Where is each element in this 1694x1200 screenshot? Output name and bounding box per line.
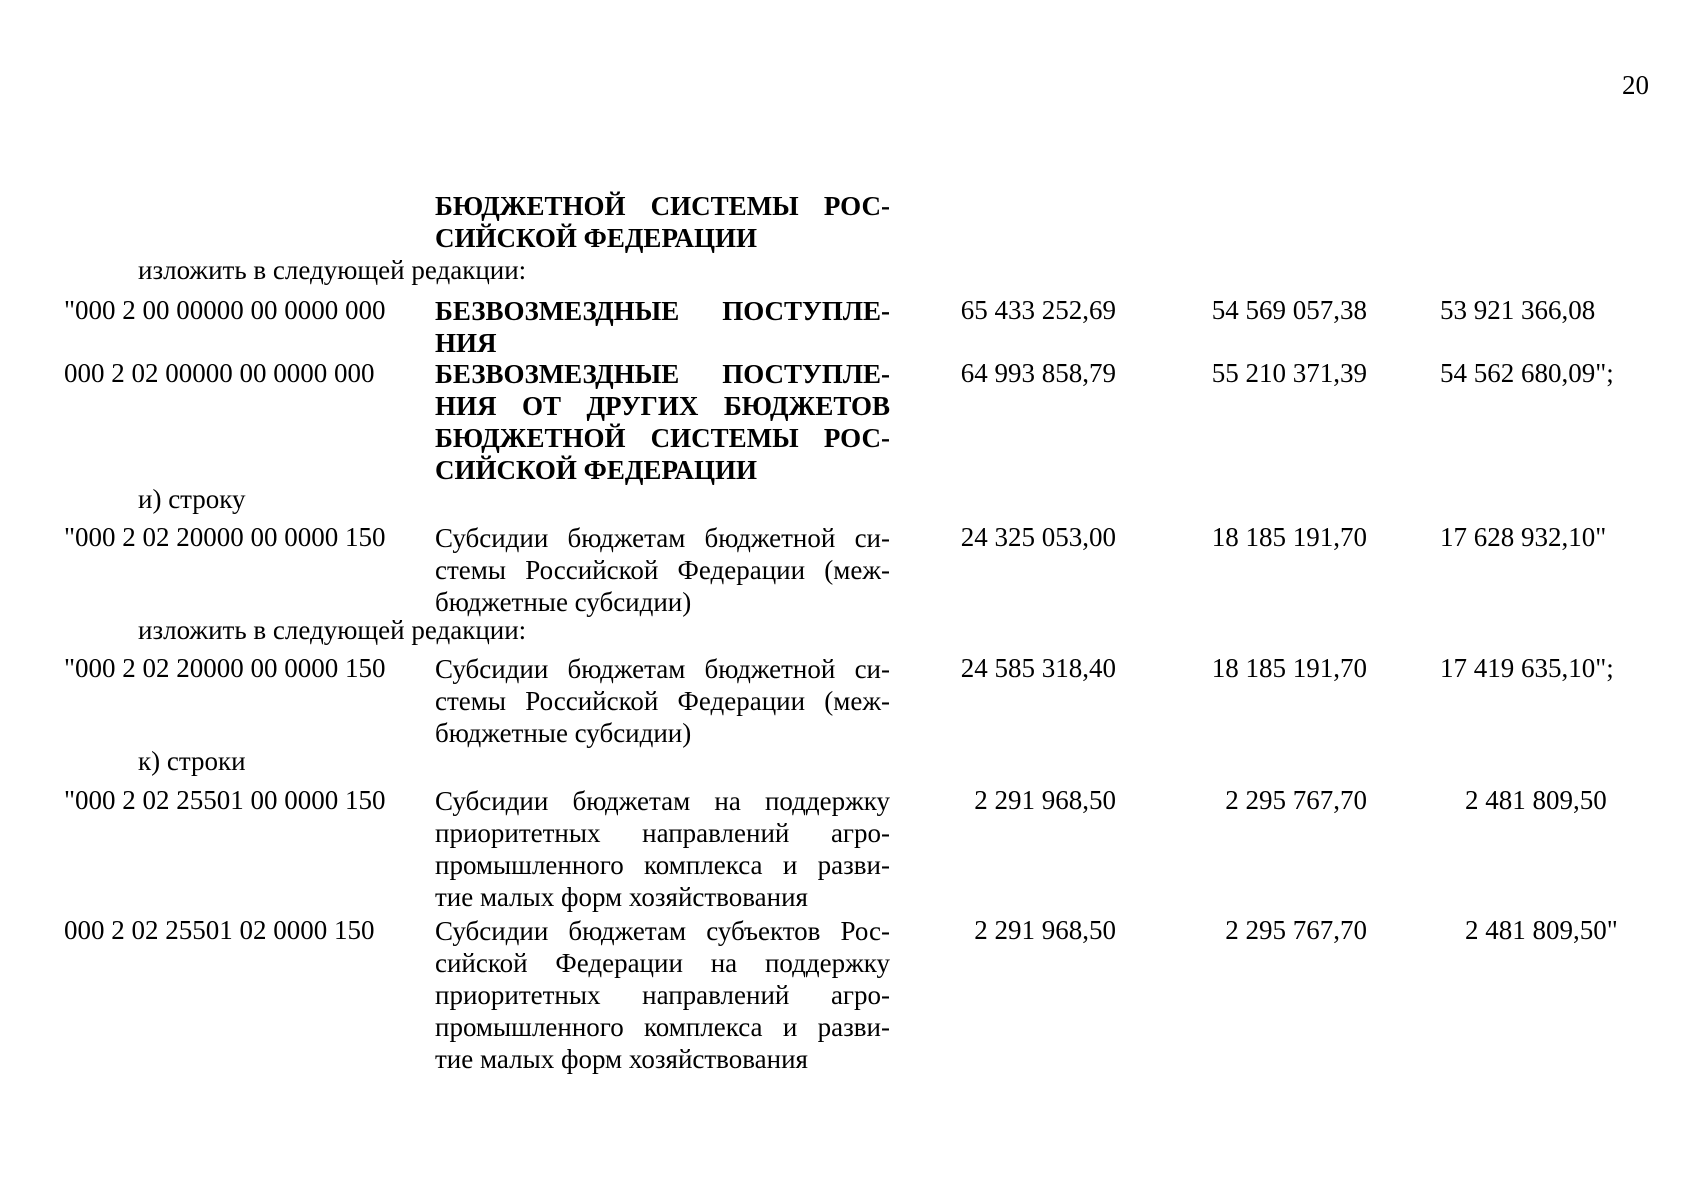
row-description-line: промышленного комплекса и разви- [435,850,890,880]
instruction-set-1: изложить в следующей редакции: [138,255,527,285]
row-value-2: 2 295 767,70 [1225,915,1367,945]
row-value-1: 64 993 858,79 [960,358,1116,388]
row-value-1: 2 291 968,50 [974,785,1116,815]
fragment-top [435,190,890,254]
row-code: "000 2 02 20000 00 0000 150 [64,653,386,683]
row-description-line: бюджетные субсидии) [435,587,692,617]
row-description-line: СИЙСКОЙ ФЕДЕРАЦИИ [435,455,757,485]
row-description [435,358,890,486]
row-description-line: бюджетные субсидии) [435,718,692,748]
instruction-set-2: изложить в следующей редакции: [138,615,527,645]
row-description [435,295,890,359]
row-description-line: НИЯ [435,328,497,358]
row-code: "000 2 02 20000 00 0000 150 [64,522,386,552]
row-code: "000 2 00 00000 00 0000 000 [64,295,386,325]
row-value-2: 18 185 191,70 [1211,653,1367,683]
row-value-3: 2 481 809,50" [1465,915,1618,945]
row-code: 000 2 02 00000 00 0000 000 [64,358,375,388]
row-description-line: Субсидии бюджетам бюджетной си- [435,654,890,684]
row-code: "000 2 02 25501 00 0000 150 [64,785,386,815]
row-description-line: тие малых форм хозяйствования [435,882,808,912]
row-description [435,915,890,1075]
row-description [435,522,890,618]
row-code: 000 2 02 25501 02 0000 150 [64,915,375,945]
row-value-1: 24 585 318,40 [960,653,1116,683]
instruction-item-k: к) строки [138,746,246,776]
row-description [435,653,890,749]
row-value-3: 17 628 932,10" [1440,522,1607,552]
row-value-2: 18 185 191,70 [1211,522,1367,552]
row-value-2: 2 295 767,70 [1225,785,1367,815]
instruction-item-i: и) строку [138,484,246,514]
row-description-line: стемы Российской Федерации (меж- [435,686,890,716]
row-description-line: Субсидии бюджетам бюджетной си- [435,523,890,553]
row-value-2: 55 210 371,39 [1211,358,1367,388]
row-value-3: 17 419 635,10"; [1440,653,1614,683]
row-value-3: 2 481 809,50 [1465,785,1607,815]
row-description-line: стемы Российской Федерации (меж- [435,555,890,585]
page-number: 20 [1622,70,1649,100]
row-description-line: БЕЗВОЗМЕЗДНЫЕ ПОСТУПЛЕ- [435,296,890,326]
row-value-3: 54 562 680,09"; [1440,358,1614,388]
row-description-line: БЮДЖЕТНОЙ СИСТЕМЫ РОС- [435,423,890,453]
row-description-line: приоритетных направлений агро- [435,980,890,1010]
row-description-line: тие малых форм хозяйствования [435,1044,808,1074]
row-description-line: приоритетных направлений агро- [435,818,890,848]
row-value-1: 2 291 968,50 [974,915,1116,945]
row-description-line: промышленного комплекса и разви- [435,1012,890,1042]
row-description-line: Субсидии бюджетам субъектов Рос- [435,916,890,946]
row-value-1: 24 325 053,00 [960,522,1116,552]
row-description-line: сийской Федерации на поддержку [435,948,890,978]
row-value-3: 53 921 366,08 [1440,295,1596,325]
row-description-line: НИЯ ОТ ДРУГИХ БЮДЖЕТОВ [435,391,890,421]
row-description-line: Субсидии бюджетам на поддержку [435,786,890,816]
row-description [435,785,890,913]
fragment-top-line: СИЙСКОЙ ФЕДЕРАЦИИ [435,223,757,253]
row-description-line: БЕЗВОЗМЕЗДНЫЕ ПОСТУПЛЕ- [435,359,890,389]
fragment-top-line: БЮДЖЕТНОЙ СИСТЕМЫ РОС- [435,191,890,221]
row-value-1: 65 433 252,69 [960,295,1116,325]
row-value-2: 54 569 057,38 [1211,295,1367,325]
